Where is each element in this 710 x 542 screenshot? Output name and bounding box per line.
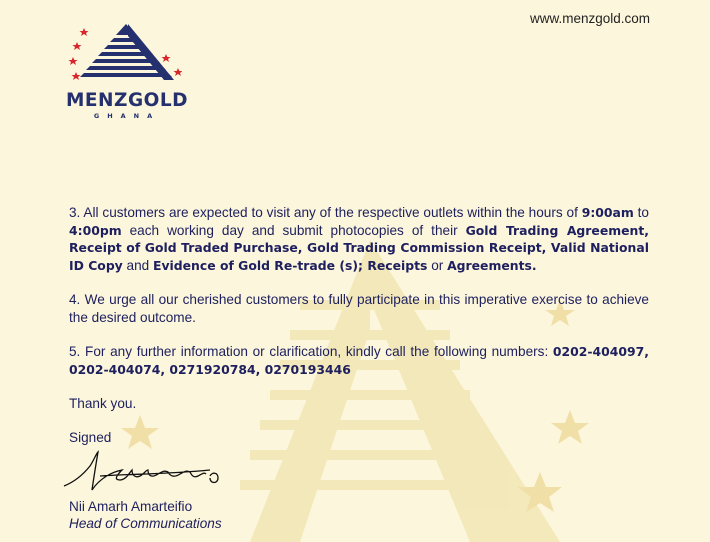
- brand-country: GHANA: [93, 112, 161, 120]
- p3-text: and: [122, 257, 153, 273]
- p3-bold-start-time: 9:00am: [581, 205, 634, 220]
- signatory-title: Head of Communications: [69, 516, 222, 531]
- phone-numbers: 0202-404097, 0202-404074, 0271920784, 0270193446: [69, 344, 649, 377]
- p3-bold-documents: Gold Trading Agreement, Receipt of Gold Traded Purchase, Gold Trading Commission Receipt, Valid National ID Copy: [69, 222, 649, 273]
- p3-bold-agreements: Agreements.: [447, 257, 537, 273]
- p5-text: 5. For any further information or clarification, kindly call the following numbers:: [69, 344, 553, 359]
- paragraph-4: 4. We urge all our cherished customers to fully participate in this imperative exercise to achieve the desired outcome.: [69, 292, 649, 325]
- p3-bold-evidence: Evidence of Gold Re-trade (s); Receipts: [153, 257, 428, 273]
- signed-label: Signed: [69, 430, 112, 445]
- paragraph-5: [69, 343, 649, 378]
- website-url: www.menzgold.com: [529, 11, 650, 26]
- letter-body: [69, 204, 649, 395]
- brand-name: MENZGOLD: [66, 90, 189, 111]
- handwritten-signature: [60, 446, 240, 498]
- p3-text: each working day and submit photocopies of their: [121, 222, 466, 238]
- signatory-name: Nii Amarh Amarteifio: [69, 499, 193, 514]
- p3-text: 3. All customers are expected to visit any of the respective outlets within the hours of: [69, 205, 582, 220]
- p3-text: or: [427, 257, 448, 273]
- closing-thanks: Thank you.: [69, 396, 137, 411]
- brand-logo: [66, 22, 189, 120]
- p3-bold-end-time: 4:00pm: [69, 222, 122, 238]
- pyramid-with-stars-logo: [66, 22, 182, 90]
- paragraph-3: [69, 204, 649, 274]
- p3-text: to: [633, 205, 649, 220]
